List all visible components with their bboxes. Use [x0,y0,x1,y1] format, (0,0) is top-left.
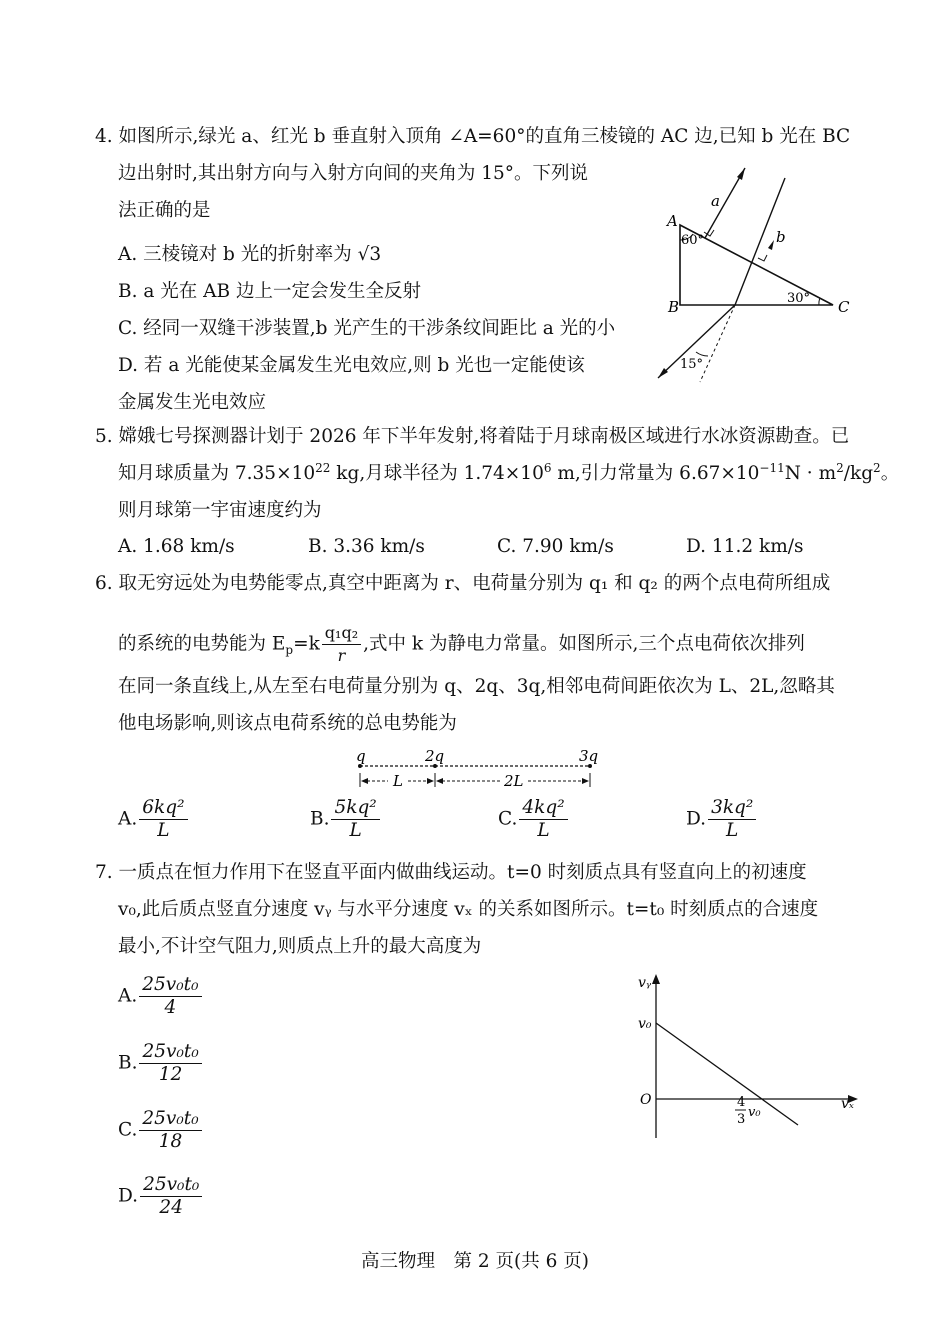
charges-diagram [350,745,610,795]
q5-option-d: D. 11.2 km/s [686,536,804,557]
q6-line-4: 他电场影响,则该点电荷系统的总电势能为 [118,713,457,734]
label-a: a [711,192,720,210]
page-footer: 高三物理 第 2 页(共 6 页) [361,1251,589,1272]
q4-option-d-line2: 金属发生光电效应 [118,392,267,413]
q4-line-3: 法正确的是 [118,200,211,221]
q5-option-b: B. 3.36 km/s [308,536,425,557]
label-3q: 3q [579,747,599,765]
vy-vx-line [656,1023,798,1125]
q7-line-1: 7. 一质点在恒力作用下在竖直平面内做曲线运动。t=0 时刻质点具有竖直向上的初速度 [95,862,807,883]
q4-line-1: 4. 如图所示,绿光 a、红光 b 垂直射入顶角 ∠A=60°的直角三棱镜的 AC 边,已知 b 光在 BC [95,126,851,147]
label-2L: 2L [504,772,524,790]
q6-option-a: A. $\frac{\text{6kq²}}{L}$ [118,797,190,842]
q7-line-3: 最小,不计空气阻力,则质点上升的最大高度为 [118,936,482,957]
label-q: q [356,747,366,765]
q6-option-b: B. $\frac{\text{5kq²}}{L}$ [310,797,382,842]
q6-line-3: 在同一条直线上,从左至右电荷量分别为 q、2q、3q,相邻电荷间距依次为 L、2L,忽略其 [118,676,835,697]
q7-option-a: A. $\frac{\text{25v₀t₀}}{4}$ [118,974,204,1019]
label-vx: vₓ [841,1096,854,1112]
q4-option-c: C. 经同一双缝干涉装置,b 光产生的干涉条纹间距比 a 光的小 [118,318,616,339]
q7-line-2: v₀,此后质点竖直分速度 vᵧ 与水平分速度 vₓ 的关系如图所示。t=t₀ 时刻质点的合速度 [118,899,819,920]
label-B: B [668,298,680,316]
label-angle-15: 15° [680,357,704,372]
label-xint-num: 4 [737,1095,746,1110]
label-angle-30: 30° [787,291,811,306]
q4-option-b: B. a 光在 AB 边上一定会发生全反射 [118,281,421,302]
arrow-2 [427,778,434,784]
arrow-3 [436,778,443,784]
label-C: C [838,298,850,316]
prism-diagram [650,160,860,385]
q5-line-3: 则月球第一宇宙速度约为 [118,500,322,521]
label-xint-den: 3 [737,1112,746,1127]
q6-line-2: 的系统的电势能为 $E_p=k$ $\frac{\text{q₁q₂}}{r}$ ,式中 k 为静电力常量。如图所示,三个点电荷依次排列 [118,623,805,665]
q6-option-d: D. $\frac{\text{3kq²}}{L}$ [686,797,758,842]
vy-axis-arrow [652,974,660,984]
q5-line-1: 5. 嫦娥七号探测器计划于 2026 年下半年发射,将着陆于月球南极区域进行水冰资源勘查。已 [95,426,850,447]
label-b: b [776,228,786,246]
q4-option-d-line1: D. 若 a 光能使某金属发生光电效应,则 b 光也一定能使该 [118,355,585,376]
label-A: A [667,212,678,230]
label-xint-v0: v₀ [748,1105,761,1120]
label-L: L [393,772,403,790]
q5-option-a: A. 1.68 km/s [118,536,235,557]
q4-option-a: A. 三棱镜对 b 光的折射率为 √3 [118,244,382,265]
q6-line-1: 6. 取无穷远处为电势能零点,真空中距离为 r、电荷量分别为 q₁ 和 q₂ 的两个点电荷所组成 [95,573,831,594]
arrow-1 [361,778,368,784]
label-origin: O [640,1092,652,1108]
q5-line-2: 知月球质量为 $7.35\times 10^{22}$ kg,月球半径为 $1.74\times 10^6$ m,引力常量为 $6.67\times 10^{-11}N \cdot m^2/kg^2$。 [118,460,900,484]
label-v0: v₀ [638,1016,652,1032]
q5-option-c: C. 7.90 km/s [497,536,614,557]
arrow-4 [582,778,589,784]
angle-15-arc [696,352,708,356]
q4-line-2: 边出射时,其出射方向与入射方向间的夹角为 15°。下列说 [118,163,589,184]
ray-a-arrow [737,168,745,180]
q6-option-c: C. $\frac{\text{4kq²}}{L}$ [498,797,570,842]
q7-option-c: C. $\frac{\text{25v₀t₀}}{18}$ [118,1108,204,1153]
label-2q: 2q [425,747,445,765]
q7-option-b: B. $\frac{\text{25v₀t₀}}{12}$ [118,1041,204,1086]
label-angle-60: 60° [681,233,705,248]
angle-c-arc [819,298,820,305]
vy-vx-graph [630,968,870,1143]
ray-b-arrow [768,240,774,250]
right-angle-mark-b [758,255,767,261]
dashed-extension [700,305,735,382]
label-vy: vᵧ [638,975,652,991]
q7-option-d: D. $\frac{\text{25v₀t₀}}{24}$ [118,1174,204,1219]
